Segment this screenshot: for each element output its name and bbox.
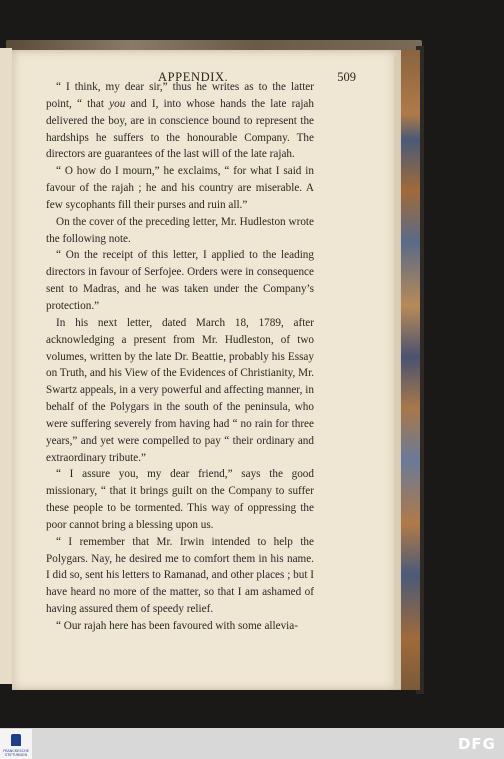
paragraph: In his next letter, dated March 18, 1789, after acknowledging a present from Mr. Hudleston, of two volumes, written by the late Dr. Beattie, probably his Essay on Truth, and his View of the Evidences of Christianity, Mr. Swartz appeals, in a very powerful and affecting manner, in behalf of the Polygars in the south of the peninsula, who were suffering severely from having had “ no rain for three years,” and yet were compelled to pay “ their ordinary and extraordinary tribute.” [46, 316, 314, 464]
body-text [46, 79, 314, 635]
marbled-fore-edge [398, 50, 420, 690]
paragraph: “ I remember that Mr. Irwin intended to help the Polygars. Nay, he desired me to comfort them in his name. I did so, sent his letters to Ramanad, and other places ; but I have heard no more of the matter, so that I am ashamed of having assured them of speedy relief. [46, 535, 314, 616]
paragraph: “ O how do I mourn,” he exclaims, “ for what I said in favour of the rajah ; he and his country are miserable. A few sycophants fill their purses and ruin all.” [46, 165, 314, 211]
page-number: 509 [337, 70, 356, 84]
paragraph: On the cover of the preceding letter, Mr. Hudleston wrote the following note. [46, 215, 314, 245]
paragraph: “ I assure you, my dear friend,” says the good missionary, “ that it brings guilt on the Company to suffer these people to be tormented. This way of oppressing the poor cannot bring a blessing upon us. [46, 468, 314, 531]
facing-page-edge [0, 48, 12, 684]
institution-logo-text: FRANCKESCHE STIFTUNGEN [3, 749, 29, 757]
paragraph: “ Our rajah here has been favoured with some allevia- [56, 620, 298, 632]
page-stack-edge [394, 56, 400, 688]
dfg-logo[interactable]: DFG [457, 735, 496, 753]
tower-icon [11, 734, 21, 746]
viewer-footer-bar [0, 728, 504, 759]
paragraph: “ On the receipt of this letter, I applied to the leading directors in favour of Serfojee. Orders were in consequence sent to Madras, and he was taken under the Company’s protection.” [46, 249, 314, 312]
paragraph: “ I think, my dear sir,” thus he writes as to the latter point, “ that you and I, into whose hands the late rajah delivered the boy, are in conscience bound to represent the hardships he suffers to the honourable Company. The directors are guarantees of the last will of the late rajah. [46, 81, 314, 161]
running-title: APPENDIX. [158, 70, 229, 84]
